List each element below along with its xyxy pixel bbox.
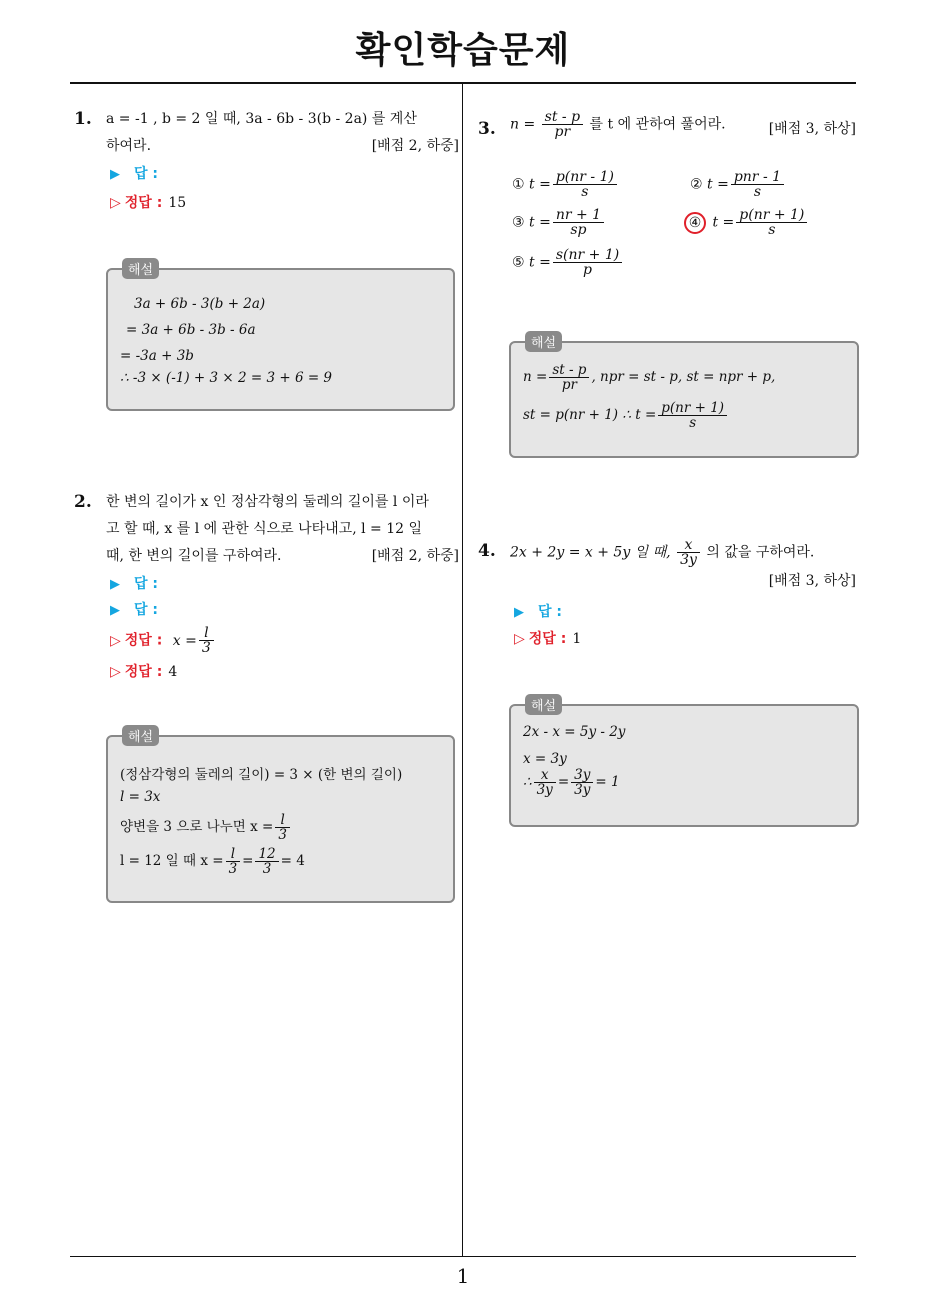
- solution-line: ∴ -3 × (-1) + 3 × 2 = 3 + 6 = 9: [120, 370, 333, 386]
- solution-line: = -3a + 3b: [120, 348, 194, 364]
- fraction-denominator: s: [768, 222, 776, 238]
- fraction-numerator: st - p: [542, 110, 583, 125]
- correct-value: 15: [168, 195, 187, 211]
- triangle-outline-icon: ▷: [110, 195, 121, 211]
- correct-value: 4: [168, 664, 178, 680]
- question-2: [74, 489, 459, 579]
- solution-line: [523, 401, 729, 430]
- fraction: [226, 847, 241, 876]
- solution-box-4: [509, 699, 859, 827]
- fraction-numerator: nr + 1: [553, 208, 604, 223]
- question-line: a = -1 , b = 2 일 때, 3a - 6b - 3(b - 2a) 를 계산: [106, 111, 417, 127]
- fraction-numerator: 12: [255, 847, 278, 862]
- solution-tag: 해설: [122, 725, 159, 746]
- fraction-denominator: s: [581, 184, 589, 200]
- solution-tag: 해설: [122, 258, 159, 279]
- option-label: ②: [690, 176, 703, 193]
- question-source: [배점 2, 하중]: [371, 138, 459, 154]
- solution-line: [120, 813, 292, 842]
- fraction-denominator: pr: [561, 377, 577, 393]
- solution-tag: 해설: [525, 694, 562, 715]
- solution-line: x = 3y: [523, 751, 567, 767]
- fraction-denominator: 3: [228, 861, 238, 877]
- fraction: [199, 626, 214, 655]
- fraction-denominator: s: [753, 184, 762, 200]
- correct-value: [172, 625, 216, 656]
- solution-text: st = p(nr + 1) ∴ t =: [523, 407, 657, 423]
- option-label: ①: [512, 176, 525, 193]
- question-source: [배점 3, 하상]: [768, 121, 856, 137]
- fraction-numerator: pnr - 1: [731, 170, 784, 185]
- fraction: [658, 401, 727, 430]
- solution-text: , npr = st - p, st = npr + p,: [591, 369, 776, 385]
- answer-label: 답 :: [134, 602, 158, 618]
- fraction: [275, 813, 290, 842]
- question-number: 4.: [478, 541, 496, 561]
- option-prefix: t =: [529, 214, 551, 231]
- fraction: [553, 170, 617, 199]
- correct-prefix: x =: [172, 632, 197, 649]
- fraction: [549, 363, 589, 392]
- solution-box-3: [509, 336, 859, 458]
- question-line: 하여라.: [106, 138, 152, 154]
- question-prefix: 2x + 2y = x + 5y 일 때,: [510, 544, 671, 561]
- question-suffix: 를 t 에 관하여 풀어라.: [589, 116, 726, 133]
- solution-line: 2x - x = 5y - 2y: [523, 724, 626, 740]
- solution-line: = 3a + 6b - 3b - 6a: [126, 322, 256, 338]
- solution-line: [120, 847, 305, 876]
- option-label: ③: [512, 214, 525, 231]
- fraction-denominator: 3y: [680, 552, 697, 568]
- fraction: [553, 208, 604, 237]
- solution-line: (정삼각형의 둘레의 길이) = 3 × (한 변의 길이): [120, 767, 403, 783]
- fraction: [677, 538, 700, 567]
- question-text: [510, 110, 726, 139]
- correct-answer-row: [110, 626, 216, 655]
- question-number: 3.: [478, 119, 496, 139]
- solution-tag: 해설: [525, 331, 562, 352]
- fraction-numerator: l: [226, 847, 241, 862]
- fraction-denominator: s: [689, 415, 697, 431]
- bottom-rule: [70, 1256, 856, 1257]
- question-prefix: n =: [510, 116, 536, 133]
- top-rule: [70, 82, 856, 84]
- correct-answer-row: [110, 192, 186, 212]
- triangle-outline-icon: ▷: [110, 632, 121, 649]
- fraction-denominator: p: [583, 262, 592, 278]
- solution-line: [523, 768, 620, 797]
- page-title: 확인학습문제: [355, 30, 571, 71]
- fraction-numerator: x: [677, 538, 700, 553]
- fraction-denominator: 3: [201, 640, 211, 656]
- correct-label: 정답 :: [124, 664, 163, 680]
- option-5[interactable]: [512, 248, 624, 277]
- fraction-numerator: p(nr + 1): [658, 401, 727, 416]
- answer-label: 답 :: [538, 604, 562, 620]
- triangle-outline-icon: ▷: [110, 664, 121, 680]
- option-prefix: t =: [707, 176, 729, 193]
- question-number: 2.: [74, 492, 92, 512]
- play-icon: ▶: [110, 603, 120, 618]
- fraction-numerator: 3y: [571, 768, 593, 783]
- fraction-numerator: l: [275, 813, 290, 828]
- answer-row: [110, 599, 158, 619]
- fraction-numerator: l: [199, 626, 214, 641]
- option-3[interactable]: [512, 208, 606, 237]
- page-number: 1: [456, 1264, 470, 1288]
- solution-line: 3a + 6b - 3(b + 2a): [134, 296, 266, 312]
- solution-box-1: [106, 263, 455, 411]
- play-icon: ▶: [514, 605, 524, 620]
- solution-text: n =: [523, 369, 548, 385]
- solution-box-2: [106, 730, 455, 903]
- option-prefix: t =: [529, 254, 551, 271]
- answer-row: [514, 601, 562, 621]
- solution-text: ∴: [523, 774, 532, 790]
- fraction-numerator: x: [534, 768, 556, 783]
- answer-row: [110, 163, 158, 183]
- question-4: [478, 536, 860, 596]
- correct-answer-row: [514, 628, 581, 648]
- question-suffix: 의 값을 구하여라.: [706, 544, 815, 561]
- question-line: 때, 한 변의 길이를 구하여라.: [106, 548, 282, 564]
- fraction: [553, 248, 622, 277]
- question-3: [478, 110, 860, 150]
- fraction-denominator: 3: [262, 861, 272, 877]
- fraction: [542, 110, 583, 139]
- solution-text: = 4: [280, 853, 305, 869]
- option-4[interactable]: [684, 208, 809, 237]
- fraction: [736, 208, 807, 237]
- solution-text: =: [557, 774, 570, 790]
- option-2[interactable]: [690, 170, 786, 199]
- column-divider: [462, 84, 463, 1256]
- triangle-outline-icon: ▷: [514, 631, 525, 647]
- option-label: ⑤: [512, 254, 525, 271]
- solution-text: =: [242, 853, 254, 869]
- fraction: [255, 847, 278, 876]
- play-icon: ▶: [110, 577, 120, 592]
- fraction-denominator: pr: [554, 124, 571, 140]
- solution-text: = 1: [595, 774, 620, 790]
- play-icon: ▶: [110, 167, 120, 182]
- fraction: [571, 768, 593, 797]
- solution-line: [523, 363, 775, 392]
- answer-label: 답 :: [134, 576, 158, 592]
- fraction-denominator: 3y: [536, 782, 553, 798]
- question-number: 1.: [74, 109, 92, 129]
- solution-line: l = 3x: [120, 789, 161, 805]
- fraction-numerator: p(nr + 1): [736, 208, 807, 223]
- correct-label: 정답 :: [124, 632, 163, 649]
- question-text: [510, 538, 814, 567]
- correct-answer-row: [110, 661, 177, 681]
- fraction-denominator: sp: [570, 222, 587, 238]
- option-1[interactable]: [512, 170, 619, 199]
- correct-label: 정답 :: [124, 195, 163, 211]
- correct-label: 정답 :: [528, 631, 567, 647]
- fraction-denominator: 3: [278, 827, 287, 843]
- correct-option-circle-icon: ④: [684, 212, 706, 234]
- option-prefix: t =: [529, 176, 551, 193]
- fraction-numerator: p(nr - 1): [553, 170, 617, 185]
- answer-label: 답 :: [134, 166, 158, 182]
- answer-row: [110, 573, 158, 593]
- question-line: 한 변의 길이가 x 인 정삼각형의 둘레의 길이를 l 이라: [106, 494, 429, 510]
- solution-text: 양변을 3 으로 나누면 x =: [120, 819, 274, 835]
- question-text: [106, 106, 417, 160]
- fraction: [534, 768, 556, 797]
- question-source: [배점 2, 하중]: [371, 548, 459, 564]
- fraction-numerator: st - p: [549, 363, 589, 378]
- fraction-numerator: s(nr + 1): [553, 248, 622, 263]
- fraction: [731, 170, 784, 199]
- question-source: [배점 3, 하상]: [768, 573, 856, 589]
- option-prefix: t =: [712, 214, 735, 231]
- fraction-denominator: 3y: [574, 782, 591, 798]
- correct-value: 1: [572, 631, 582, 647]
- question-line: 고 할 때, x 를 l 에 관한 식으로 나타내고, l = 12 일: [106, 521, 423, 537]
- solution-text: l = 12 일 때 x =: [120, 853, 224, 869]
